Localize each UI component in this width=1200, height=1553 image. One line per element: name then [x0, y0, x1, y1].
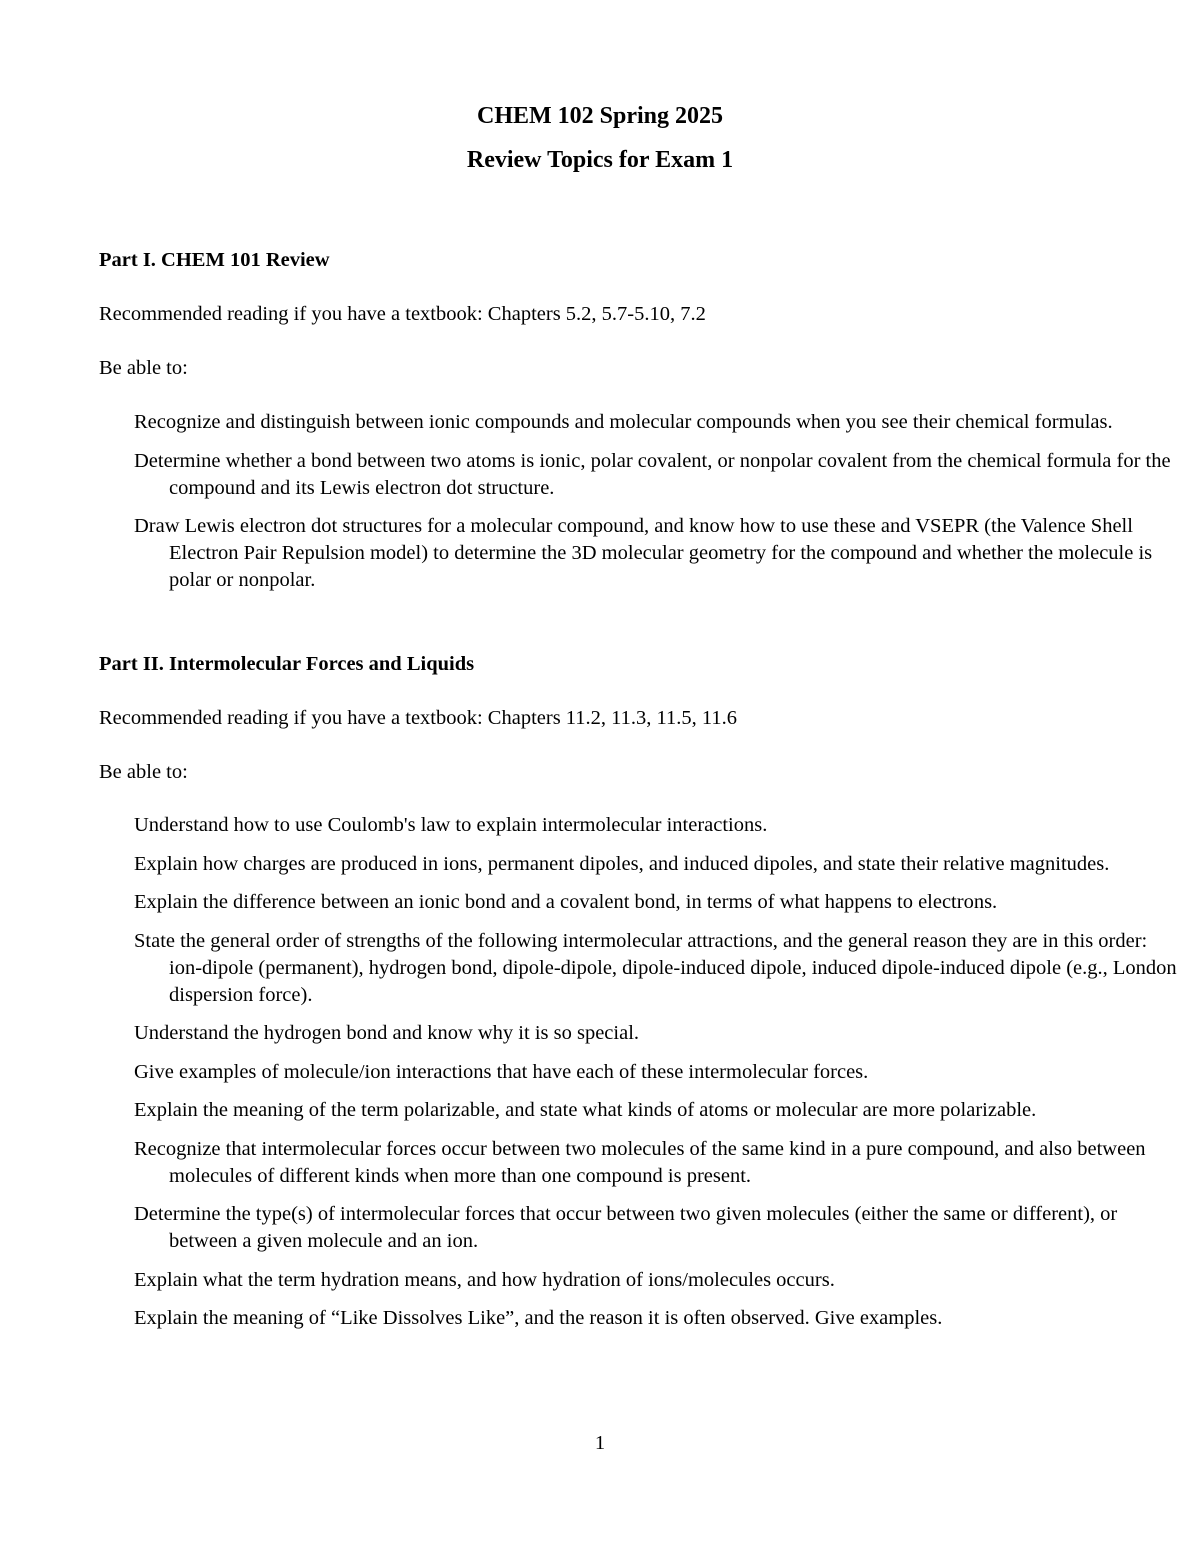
part2-objectives-list: [134, 812, 1179, 1344]
part1-objectives-list: [134, 409, 1179, 606]
list-item: Understand the hydrogen bond and know why it is so special.: [134, 1022, 640, 1044]
part1-heading: Part I. CHEM 101 Review: [99, 249, 330, 271]
list-item: Explain the meaning of the term polarizable, and state what kinds of atoms or molecular are more polarizable.: [134, 1099, 1037, 1121]
part2-heading: Part II. Intermolecular Forces and Liquids: [99, 653, 475, 675]
list-item: Determine whether a bond between two atoms is ionic, polar covalent, or nonpolar covalent from the chemical formula for the compound and its Lewis electron dot structure.: [134, 449, 1171, 499]
list-item: Give examples of molecule/ion interactions that have each of these intermolecular forces.: [134, 1060, 869, 1083]
list-item: Understand how to use Coulomb's law to explain intermolecular interactions.: [134, 814, 768, 836]
list-item: Explain the difference between an ionic bond and a covalent bond, in terms of what happens to electrons.: [134, 891, 998, 913]
list-item: Explain how charges are produced in ions, permanent dipoles, and induced dipoles, and state their relative magnitudes.: [134, 852, 1110, 875]
list-item: Determine the type(s) of intermolecular forces that occur between two given molecules (either the same or different), or between a given molecule and an ion.: [134, 1203, 1118, 1252]
list-item: Draw Lewis electron dot structures for a molecular compound, and know how to use these and VSEPR (the Valence Shell Electron Pair Repulsion model) to determine the 3D molecular geometry for the compound and whether the molecule is polar or nonpolar.: [134, 515, 1153, 591]
part1-able-to: Be able to:: [99, 357, 188, 379]
part1-reading: Recommended reading if you have a textbook: Chapters 5.2, 5.7-5.10, 7.2: [99, 303, 706, 325]
list-item: Recognize and distinguish between ionic compounds and molecular compounds when you see their chemical formulas.: [134, 411, 1113, 433]
document-title: CHEM 102 Spring 2025: [476, 103, 724, 129]
page-number: 1: [594, 1432, 606, 1454]
part2-reading: Recommended reading if you have a textbook: Chapters 11.2, 11.3, 11.5, 11.6: [99, 707, 738, 729]
list-item: Recognize that intermolecular forces occur between two molecules of the same kind in a pure compound, and also between molecules of different kinds when more than one compound is present.: [134, 1137, 1146, 1187]
document-subtitle: Review Topics for Exam 1: [466, 147, 734, 173]
part2-able-to: Be able to:: [99, 761, 188, 783]
list-item: State the general order of strengths of the following intermolecular attractions, and the general reason they are in this order: ion-dipole (permanent), hydrogen bond, dipole-dipole, dipole-induced dipole, induced dipole-induced dipole (e.g., London dispersion force).: [134, 929, 1177, 1006]
list-item: Explain the meaning of “Like Dissolves Like”, and the reason it is often observed. Give examples.: [134, 1307, 943, 1329]
list-item: Explain what the term hydration means, and how hydration of ions/molecules occurs.: [134, 1268, 835, 1291]
